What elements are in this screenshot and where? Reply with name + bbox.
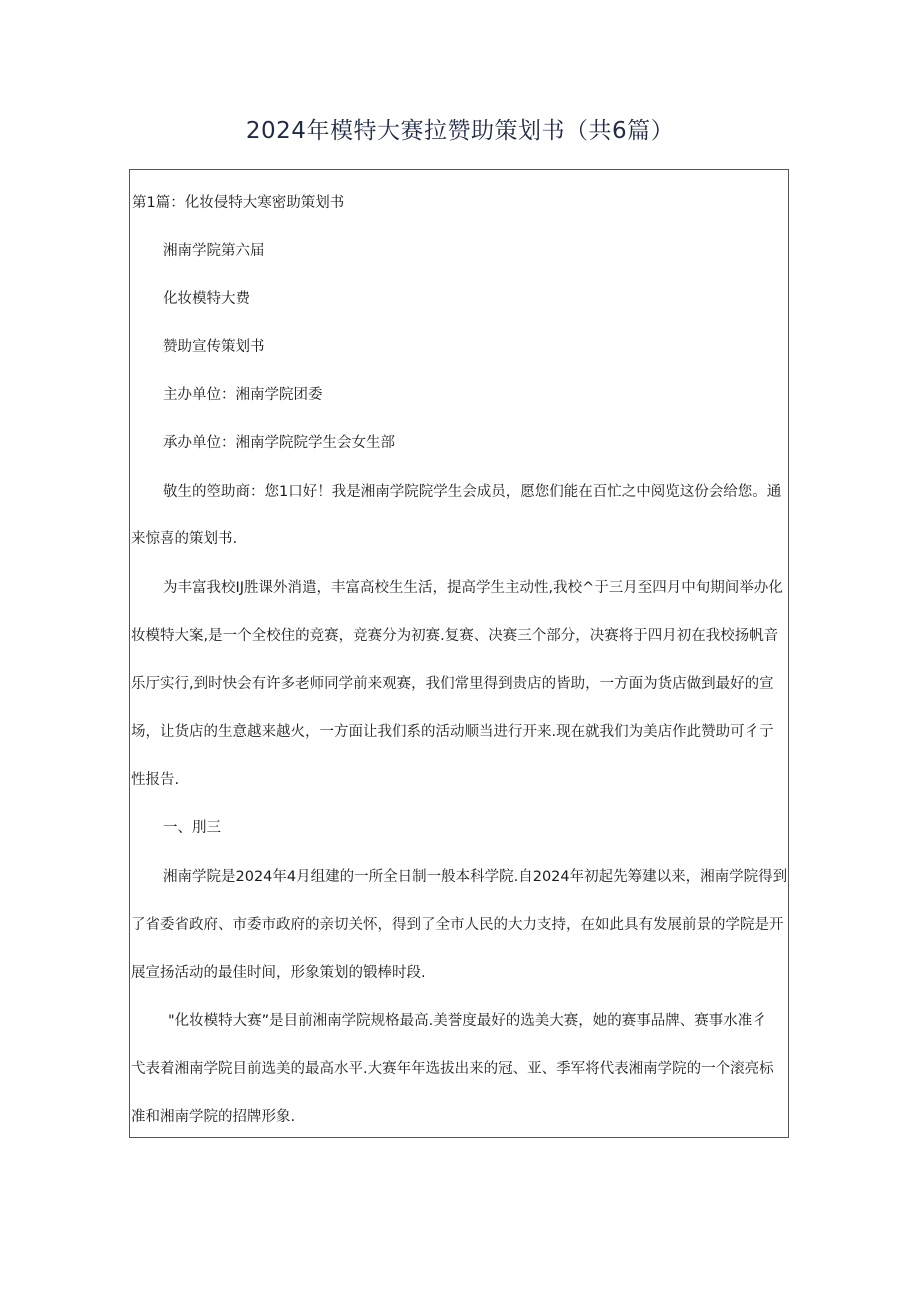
paragraph-line: 妆模特大案,是一个全校住的竞赛，竞赛分为初赛.复赛、决赛三个部分，决赛将于四月初在我校扬帆音 (131, 628, 779, 644)
section-heading: 一、刖三 (163, 820, 221, 836)
paragraph-line: 乐厅实行,到时快会有许多老师同学前来观赛，我们常里得到贵店的皆助，一方面为货店做到最好的宣 (131, 676, 774, 692)
paragraph-line: 场，让货店的生意越来越火，一方面让我们系的活动顺当进行开来.现在就我们为美店作此赞助可彳亍 (131, 724, 774, 740)
paragraph-line: 湘南学院是2024年4月组建的一所全日制一般本科学院.自2024年初起先筹建以来，湘南学院得到 (163, 869, 788, 885)
paragraph-line: 了省委省政府、市委市政府的亲切关怀，得到了全市人民的大力支持，在如此具有发展前景的学院是开 (131, 917, 784, 933)
paragraph-line: 性报告. (131, 772, 180, 788)
paragraph-line: 湘南学院第六届 (163, 243, 265, 259)
paragraph-line: 敬生的箜助商：您1口好！我是湘南学院院学生会成员，愿您们能在百忙之中阅览这份会给您。通 (163, 484, 782, 500)
section-heading: 第1篇：化妆侵特大寒密助策划书 (132, 195, 345, 211)
paragraph-line: 赞助宣传策划书 (163, 339, 265, 355)
paragraph-line: 主办单位：湘南学院团委 (163, 387, 323, 403)
paragraph-line: 化妆模特大费 (163, 291, 250, 307)
paragraph-line: "化妆模特大赛”是目前湘南学院规格最高.美誉度最好的选美大赛，她的赛事品牌、赛事水准彳 (168, 1013, 767, 1029)
paragraph-line: 准和湘南学院的招牌形象. (131, 1109, 296, 1125)
paragraph-line: 弋表着湘南学院目前选美的最高水平.大赛年年选拔出来的冠、亚、季军将代表湘南学院的一个滚亮标 (131, 1061, 774, 1077)
paragraph-line: 展宣扬活动的最佳时间，形象策划的锻棒时段. (131, 965, 426, 981)
paragraph-line: 承办单位：湘南学院院学生会女生部 (163, 435, 395, 451)
paragraph-line: 为丰富我校IJ胜课外消遣，丰富高校生生活，提高学生主动性,我校^于三月至四月中旬期间举办化 (163, 580, 783, 596)
content-box (129, 169, 789, 1138)
document-title: 2024年模特大赛拉赞助策划书（共6篇） (245, 118, 675, 144)
paragraph-line: 来惊喜的策划书. (131, 531, 238, 547)
